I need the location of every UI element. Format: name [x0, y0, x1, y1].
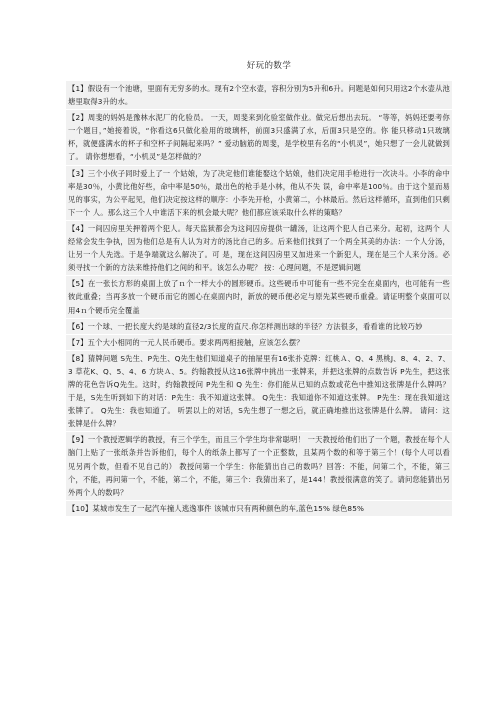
problem-8: 【8】猜牌问题 S先生、P先生、Q先生他们知道桌子的抽屉里有16张扑克牌：红桃Ａ、Q、4 黑桃J、8、4、2、7、3 草花K、Q、5、4、6 方块Ａ、5。约翰教授从这16张牌中挑出一张牌来，并把这张牌的点数告诉 P先生，把这张牌的花色告诉Q先生。这时，约翰教授问 P先生和 Q 先生：你们能从已知的点数或花色中推知这张牌是什么牌吗？ 于是，S先生听到如下的对话：P先生：我不知道这张牌。 Q先生：我知道你不知道这张牌。 P先生：现在我知道这张牌了。 Q先生：我也知道了。 听罢以上的对话，S先生想了一想之后，就正确地推出这张牌是什么牌。 请问：这张牌是什么牌？	[66, 350, 452, 432]
problem-1: 【1】假设有一个池塘，里面有无穷多的水。现有2个空水壶，容积分别为5升和6升。问题是如何只用这2个水壶从池塘里取得3升的水。	[66, 81, 452, 109]
problem-6: 【6】一个球、一把长度大约是球的直径2/3长度的直尺.你怎样测出球的半径？方法很多，看看谁的比较巧妙	[66, 318, 452, 334]
problem-5: 【5】在一张长方形的桌面上放了ｎ个一样大小的圆形硬币。这些硬币中可能有一些不完全在桌面内，也可能有一些彼此重叠；当再多放一个硬币而它的圆心在桌面内时，新放的硬币便必定与原先某些硬币重叠。请证明整个桌面可以用4ｎ个硬币完全覆盖	[66, 275, 452, 317]
problem-4: 【4】一间囚房里关押着两个犯人。每天监狱都会为这间囚房提供一罐汤，让这两个犯人自己来分。起初，这两个 人经常会发生争执，因为他们总是有人认为对方的汤比自己的多。后来他们找到了一个两全其美的办法：一个人分汤，让另一个人先选。于是争端就这么解决了。可 是，现在这间囚房里又加进来一个新犯人，现在是三个人来分汤。必须寻找一个新的方法来维持他们之间的和平。该怎么办呢？ 按：心理问题，不是逻辑问题	[66, 220, 452, 275]
problem-10: 【10】某城市发生了一起汽车撞人逃逸事件 该城市只有两种颜色的车,蓝色15% 绿色85%	[66, 500, 452, 516]
problem-2: 【2】周斐的妈妈是豫林水泥厂的化验员。 一天，周斐来到化验室做作业。做完后想出去玩。 “等等，妈妈还要考你一个题目，”她接着说，“你看这6只做化验用的玻璃杯，前面3只盛满了水，后面3只是空的。你 能只移动1只玻璃杯，就便盛满水的杯子和空杯子间隔起来吗？” 爱动脑筋的周斐，是学校里有名的“小机灵”，她只想了一会儿就做到了。 请你想想看，“小机灵”是怎样做的？	[66, 109, 452, 164]
problem-9: 【9】一个教授逻辑学的教授，有三个学生，而且三个学生均非常聪明！ 一天教授给他们出了一个题，教授在每个人脑门上贴了一张纸条并告诉他们，每个人的纸条上都写了一个正整数，且某两个数的和等于第三个！(每个人可以看见另两个数，但看不见自己的） 教授问第一个学生：你能猜出自己的数吗？回答：不能，问第二个，不能，第三个，不能，再问第一个，不能，第二个，不能，第三个：我猜出来了，是144！教授很满意的笑了。请问您能猜出另外两个人的数吗？	[66, 431, 452, 499]
document-title: 好玩的数学	[246, 61, 292, 71]
problem-7: 【7】五个大小相同的一元人民币硬币。要求两两相接触，应该怎么摆？	[66, 334, 452, 350]
problem-3: 【3】三个小伙子同时爱上了一 个姑娘，为了决定他们谁能娶这个姑娘，他们决定用手枪进行一次决斗。小李的命中率是30％，小黄比他好些，命中率是50％，最出色的枪手是小林，他从不失 误，命中率是100％。由于这个显而易见的事实，为公平起见，他们决定按这样的顺序：小李先开枪，小黄第二，小林最后。然后这样循环，直到他们只剩下一个 人。那么这三个人中谁活下来的机会最大呢？他们都应该采取什么样的策略？	[66, 165, 452, 220]
